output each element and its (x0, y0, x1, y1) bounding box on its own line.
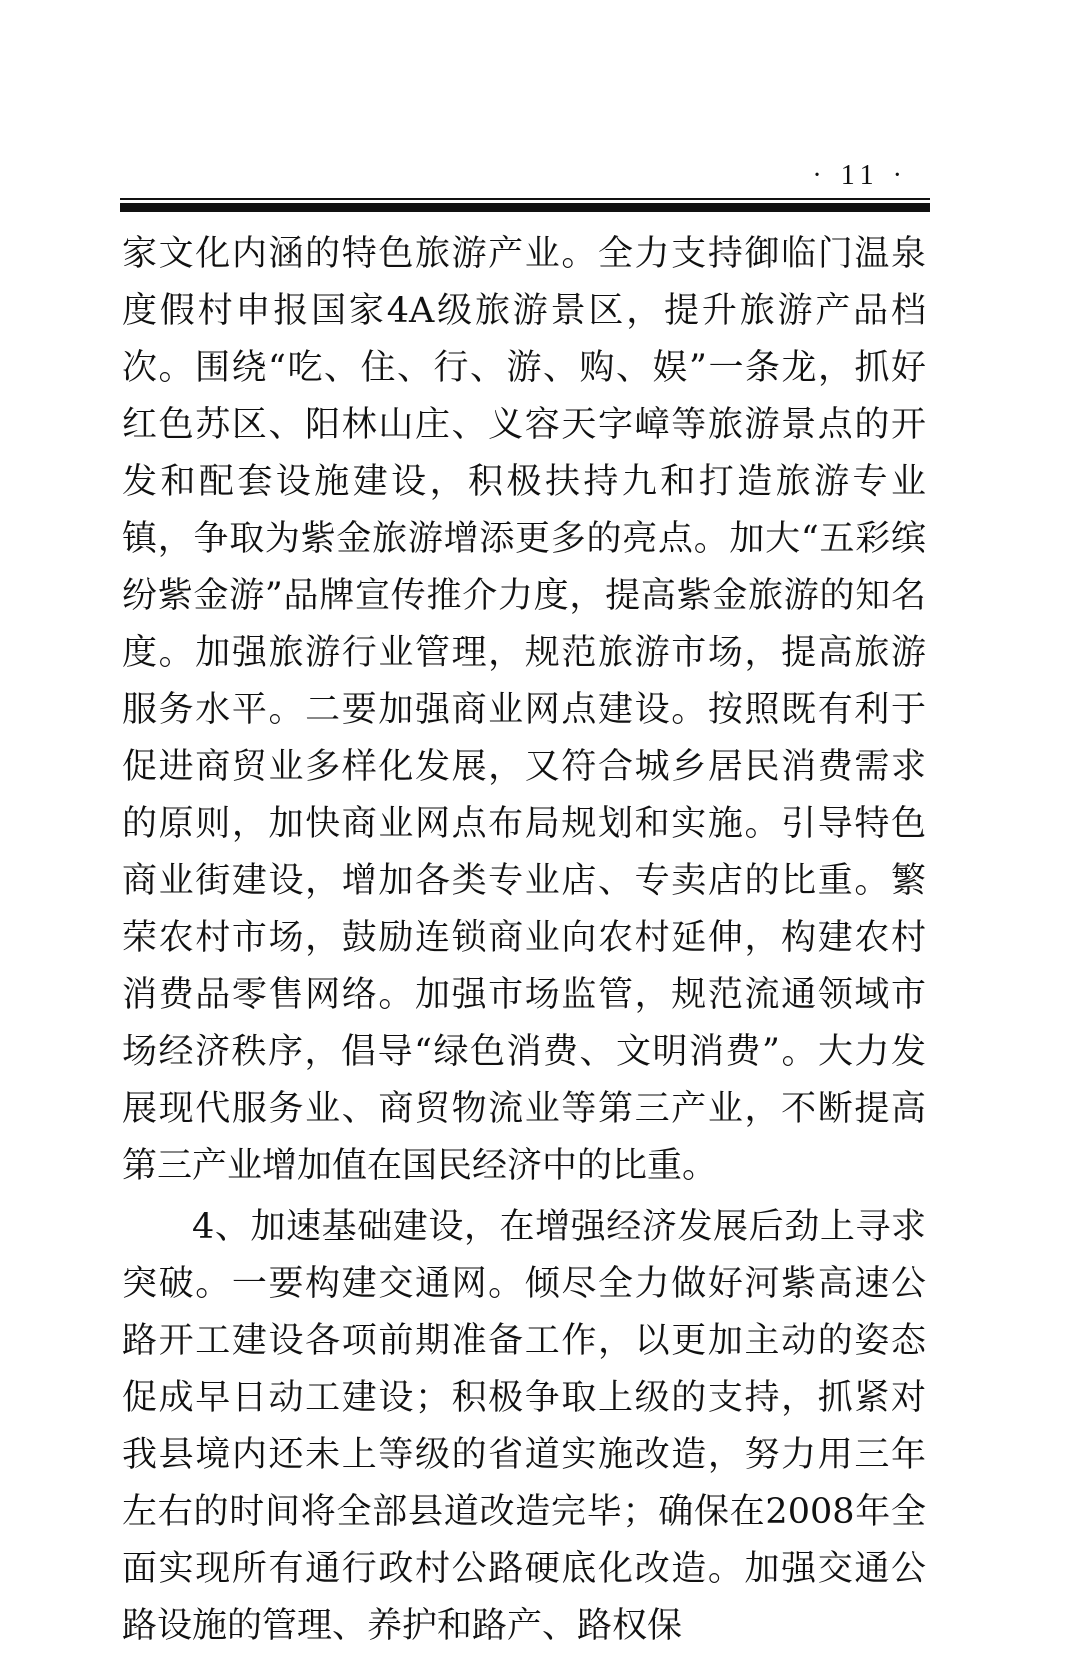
paragraph-infrastructure: 4、加速基础建设，在增强经济发展后劲上寻求突破。一要构建交通网。倾尽全力做好河紫高速公路开工建设各项前期准备工作，以更加主动的姿态促成早日动工建设；积极争取上级的支持，抓紧对我县境内还未上等级的省道实施改造，努力用三年左右的时间将全部县道改造完毕；确保在2008年全面实现所有通行政村公路硬底化改造。加强交通公路设施的管理、养护和路产、路权保 (122, 1207, 926, 1646)
paragraph-continued: 家文化内涵的特色旅游产业。全力支持御临门温泉度假村申报国家4A级旅游景区，提升旅游产品档次。围绕“吃、住、行、游、购、娱”一条龙，抓好红色苏区、阳林山庄、义容天字嶂等旅游景点的开发和配套设施建设，积极扶持九和打造旅游专业镇，争取为紫金旅游增添更多的亮点。加大“五彩缤纷紫金游”品牌宣传推介力度，提高紫金旅游的知名度。加强旅游行业管理，规范旅游市场，提高旅游服务水平。二要加强商业网点建设。按照既有利于促进商贸业多样化发展，又符合城乡居民消费需求的原则，加快商业网点布局规划和实施。引导特色商业街建设，增加各类专业店、专卖店的比重。繁荣农村市场，鼓励连锁商业向农村延伸，构建农村消费品零售网络。加强市场监管，规范流通领域市场经济秩序，倡导“绿色消费、文明消费”。大力发展现代服务业、商贸物流业等第三产业，不断提高第三产业增加值在国民经济中的比重。 (122, 234, 926, 1186)
page-number: · 11 · (812, 160, 908, 191)
header-rule-thick (120, 203, 930, 212)
header-rule-thin (120, 198, 930, 200)
body-text (122, 226, 926, 1655)
